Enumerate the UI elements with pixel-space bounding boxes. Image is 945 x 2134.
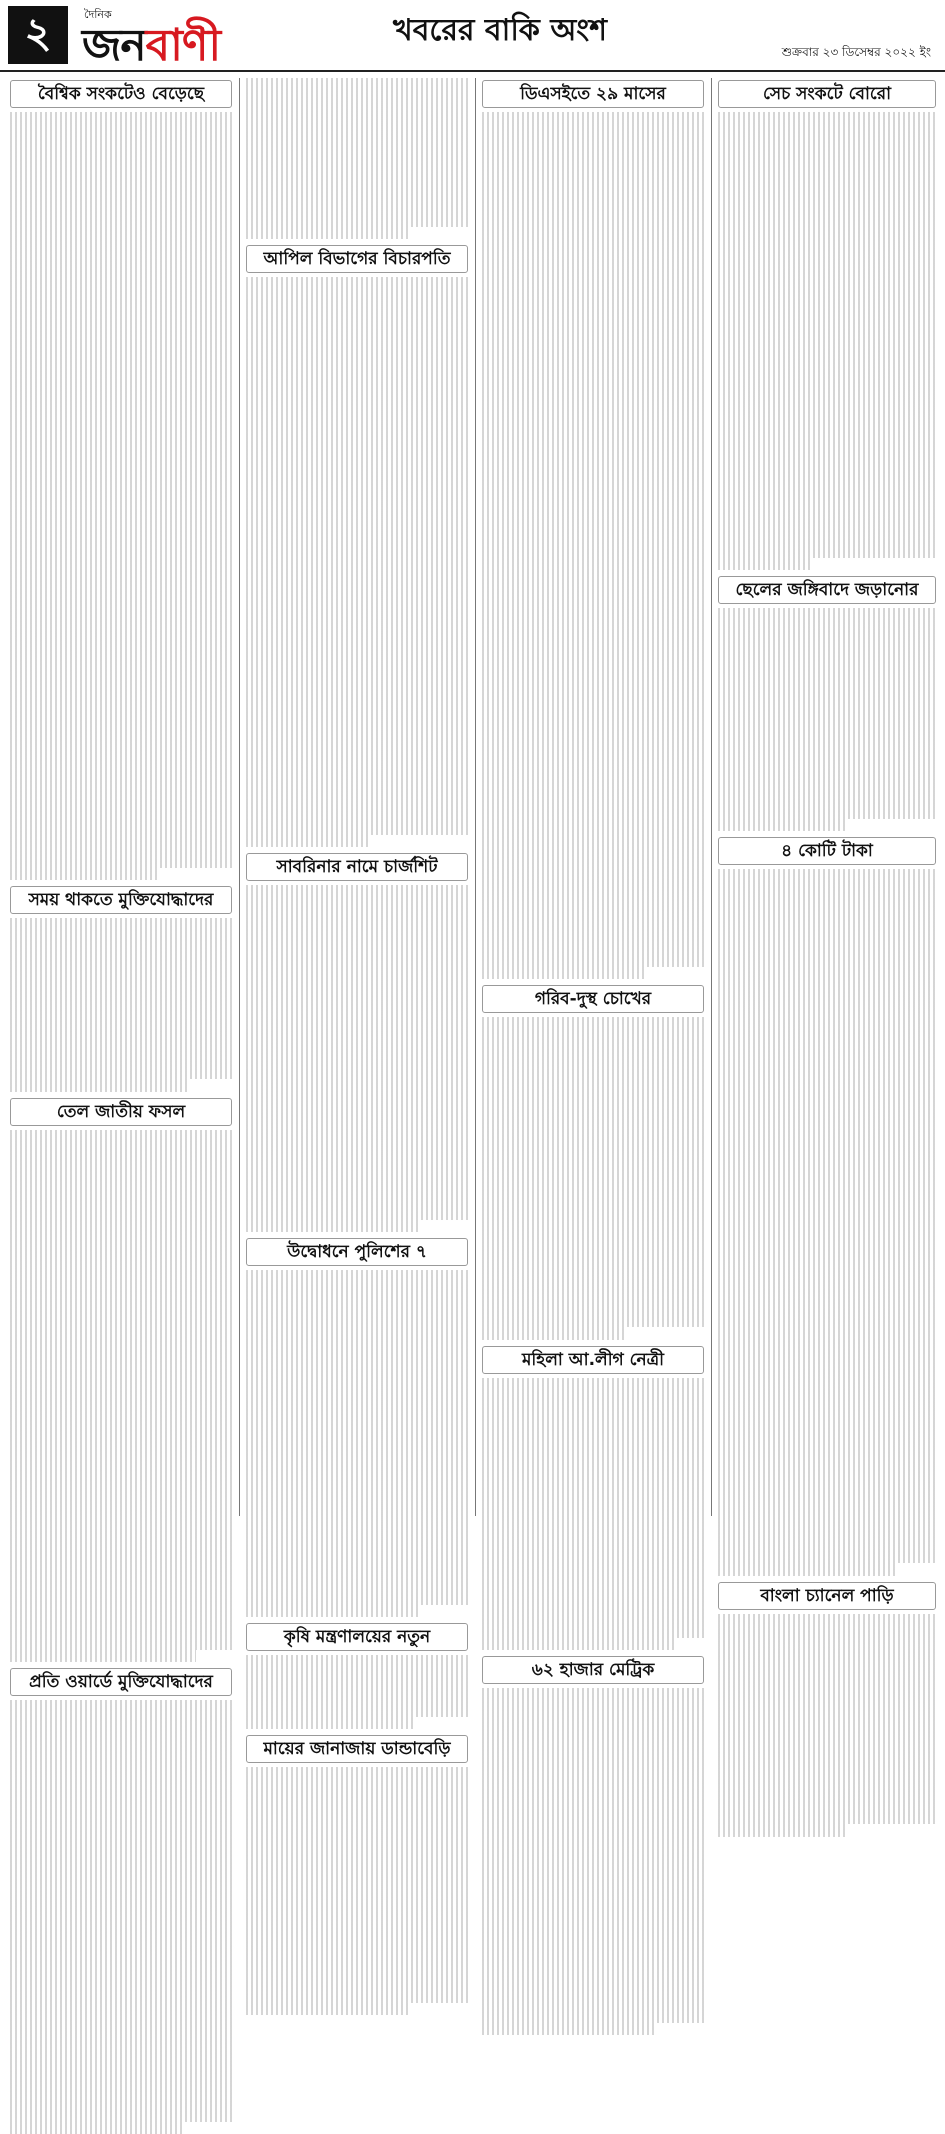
article-headline[interactable]: বাংলা চ্যানেল পাড়ি (718, 1582, 936, 1610)
article (718, 80, 936, 570)
article-body (246, 1767, 468, 2015)
article (246, 78, 468, 239)
newspaper-logo (78, 4, 228, 71)
column-3 (482, 78, 704, 1681)
article-headline[interactable]: ছেলের জঙ্গিবাদে জড়ানোর (718, 576, 936, 604)
article (482, 985, 704, 1339)
article-headline[interactable]: তেল জাতীয় ফসল (10, 1098, 232, 1126)
article-body (718, 1614, 936, 1837)
article-body (10, 918, 232, 1091)
article-headline[interactable]: মায়ের জানাজায় ডান্ডাবেড়ি (246, 1735, 468, 1763)
article-headline[interactable]: বৈশ্বিক সংকটেও বেড়েছে (10, 80, 232, 108)
article (10, 886, 232, 1091)
article (718, 1582, 936, 1837)
article-body (246, 1270, 468, 1617)
article-headline[interactable]: প্রতি ওয়ার্ডে মুক্তিযোদ্ধাদের (10, 1668, 232, 1696)
article-body (482, 1017, 704, 1339)
article (10, 1098, 232, 1663)
article (246, 1735, 468, 2015)
column-divider (239, 78, 240, 1516)
article-headline[interactable]: সময় থাকতে মুক্তিযোদ্ধাদের (10, 886, 232, 914)
column-1 (10, 78, 232, 1693)
article-body (482, 1378, 704, 1651)
article-headline[interactable]: উদ্বোধনে পুলিশের ৭ (246, 1238, 468, 1266)
article-body (718, 869, 936, 1575)
logo-text-b: বাণী (145, 20, 221, 71)
article (246, 245, 468, 847)
article-headline[interactable]: মহিলা আ.লীগ নেত্রী (482, 1346, 704, 1374)
article (246, 853, 468, 1232)
article (482, 1656, 704, 2035)
article-headline[interactable]: কৃষি মন্ত্রণালয়ের নতুন (246, 1623, 468, 1651)
logo-text-a: জন (82, 20, 146, 71)
article-headline[interactable]: গরিব-দুস্থ চোখের (482, 985, 704, 1013)
article (246, 1623, 468, 1729)
article (10, 1668, 232, 2134)
article-headline[interactable]: সাবরিনার নামে চার্জশিট (246, 853, 468, 881)
article-body (718, 608, 936, 831)
article-body (246, 1655, 468, 1729)
article (718, 576, 936, 831)
logo-text (82, 12, 220, 85)
article-headline[interactable]: ৬২ হাজার মেট্রিক (482, 1656, 704, 1684)
article (482, 1346, 704, 1651)
masthead (0, 0, 945, 72)
article-body (718, 112, 936, 570)
article-body (482, 112, 704, 979)
article (246, 1238, 468, 1617)
article-headline[interactable]: সেচ সংকটে বোরো (718, 80, 936, 108)
article-body (10, 112, 232, 880)
article-body (482, 1688, 704, 2035)
section-title: খবরের বাকি অংশ (393, 13, 607, 48)
dateline: শুক্রবার ২৩ ডিসেম্বর ২০২২ ইং (781, 45, 931, 59)
article-headline[interactable]: ৪ কোটি টাকা (718, 837, 936, 865)
article-body (246, 885, 468, 1232)
article-headline[interactable]: আপিল বিভাগের বিচারপতি (246, 245, 468, 273)
column-divider (475, 78, 476, 1516)
logo-small-text: দৈনিক (84, 8, 112, 21)
article-body (246, 78, 468, 239)
article-headline[interactable]: ডিএসইতে ২৯ মাসের (482, 80, 704, 108)
article (718, 837, 936, 1575)
column-4 (718, 78, 936, 1606)
column-2 (246, 78, 468, 1760)
article (482, 80, 704, 979)
article (10, 80, 232, 880)
page-number: ২ (8, 6, 68, 64)
column-divider (711, 78, 712, 1516)
article-body (246, 277, 468, 847)
article-body (10, 1130, 232, 1663)
article-body (10, 1700, 232, 2134)
